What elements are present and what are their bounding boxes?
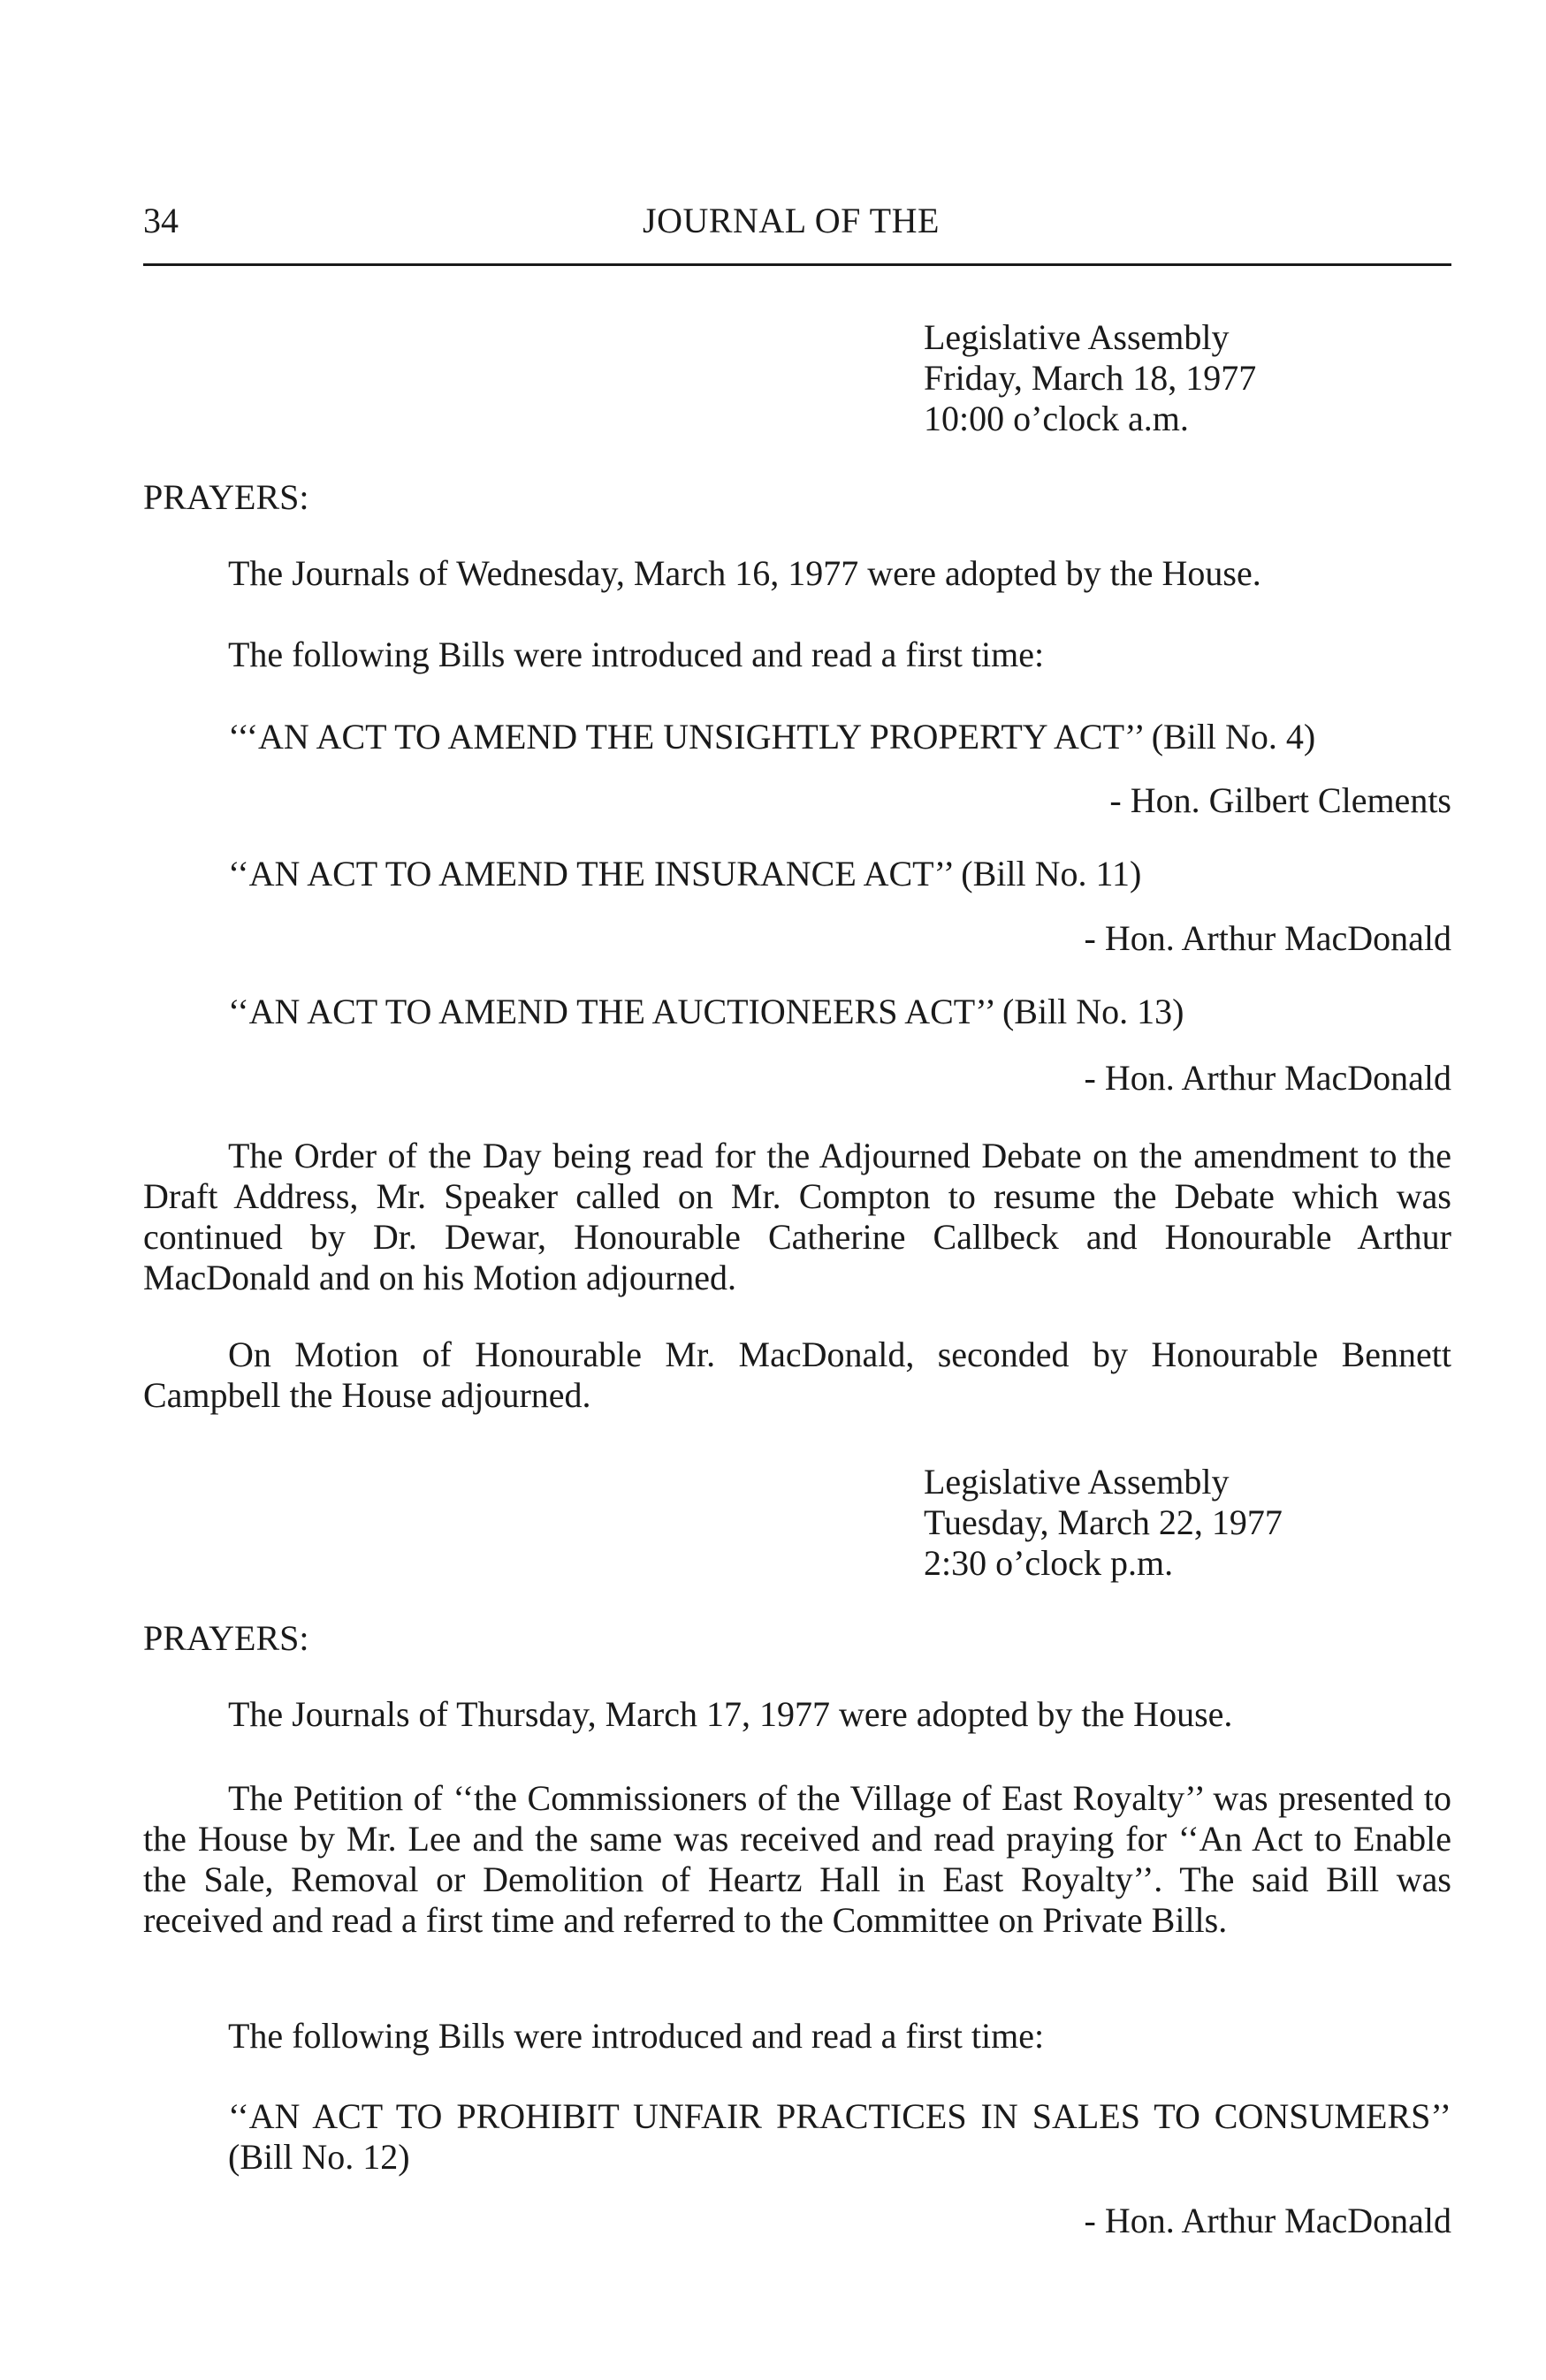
dateline-time: 2:30 o’clock p.m.: [924, 1543, 1174, 1583]
dateline-date: Friday, March 18, 1977: [924, 358, 1257, 398]
dateline-assembly: Legislative Assembly: [924, 1462, 1230, 1502]
sitting-1-order-of-day: The Order of the Day being read for the Adjourned Debate on the amendment to the Draft Address, Mr. Speaker called on Mr. Compton to resume the Debate which was continued by Dr. Dewar, Honourable Catherine Callbeck and Honourable Arthur MacDonald and on his Motion adjourned.: [143, 1136, 1451, 1297]
sitting-1-prayers: PRAYERS:: [143, 477, 309, 517]
sitting-1-dateline: [924, 317, 1419, 439]
sitting-2-journals: The Journals of Thursday, March 17, 1977 were adopted by the House.: [228, 1694, 1233, 1734]
bill-sponsor: - Hon. Gilbert Clements: [1109, 780, 1451, 820]
dateline-date: Tuesday, March 22, 1977: [924, 1502, 1283, 1542]
bill-sponsor: - Hon. Arthur MacDonald: [1084, 2201, 1451, 2240]
sitting-1-adjournment: On Motion of Honourable Mr. MacDonald, seconded by Honourable Bennett Campbell the House adjourned.: [143, 1334, 1451, 1415]
sitting-2-bills-intro: The following Bills were introduced and read a first time:: [228, 2016, 1045, 2056]
bill-title: ‘‘AN ACT TO AMEND THE INSURANCE ACT’’ (Bill No. 11): [228, 854, 1142, 893]
sitting-2-petition: The Petition of ‘‘the Commissioners of the Village of East Royalty’’ was presented to the House by Mr. Lee and the same was received and read praying for ‘‘An Act to Enable the Sale, Removal or Demolition of Heartz Hall in East Royalty’’. The said Bill was received and read a first time and referred to the Committee on Private Bills.: [143, 1778, 1451, 1940]
bill-title: ‘‘AN ACT TO AMEND THE AUCTIONEERS ACT’’ (Bill No. 13): [228, 992, 1184, 1031]
page-number: 34: [143, 201, 179, 240]
running-head: JOURNAL OF THE: [643, 201, 940, 240]
sitting-1-bills-intro: The following Bills were introduced and read a first time:: [228, 635, 1045, 674]
sitting-2-dateline: [924, 1462, 1419, 1584]
dateline-time: 10:00 o’clock a.m.: [924, 399, 1189, 438]
sitting-2-prayers: PRAYERS:: [143, 1618, 309, 1658]
header-rule: [143, 263, 1451, 266]
bill-sponsor: - Hon. Arthur MacDonald: [1084, 918, 1451, 958]
dateline-assembly: Legislative Assembly: [924, 317, 1230, 357]
bill-sponsor: - Hon. Arthur MacDonald: [1084, 1058, 1451, 1098]
bill-title: ‘‘‘AN ACT TO AMEND THE UNSIGHTLY PROPERTY ACT’’ (Bill No. 4): [228, 717, 1316, 757]
sitting-1-journals: The Journals of Wednesday, March 16, 1977 were adopted by the House.: [228, 553, 1261, 593]
page-header: [143, 200, 1451, 253]
bill-title: ‘‘AN ACT TO PROHIBIT UNFAIR PRACTICES IN SALES TO CONSUMERS’’ (Bill No. 12): [228, 2096, 1451, 2177]
